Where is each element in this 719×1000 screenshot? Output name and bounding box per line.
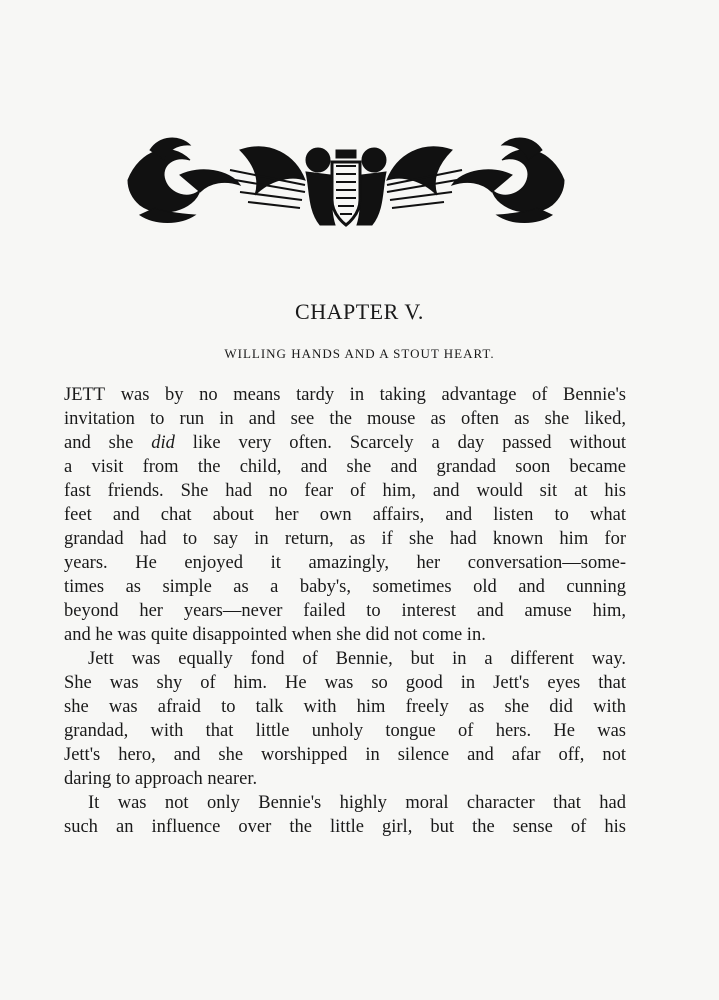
- text-line: grandad had to say in return, as if she had known him for: [64, 529, 626, 549]
- text-line: daring to approach nearer.: [64, 769, 258, 789]
- text-line: a visit from the child, and she and grandad soon became: [64, 457, 626, 477]
- text-line: It was not only Bennie's highly moral character that had: [88, 793, 626, 813]
- paragraph: [64, 383, 626, 647]
- text-line: JETT was by no means tardy in taking advantage of Bennie's: [64, 385, 626, 405]
- text-line: invitation to run in and see the mouse as often as she liked,: [64, 409, 626, 429]
- paragraph: [64, 647, 626, 791]
- text-line: beyond her years—never failed to interest and amuse him,: [64, 601, 626, 621]
- paragraph: [64, 791, 626, 839]
- decorative-headpiece-icon: [120, 130, 572, 230]
- text-line: and he was quite disappointed when she did not come in.: [64, 625, 486, 645]
- chapter-subtitle: WILLING HANDS AND A STOUT HEART.: [224, 346, 495, 361]
- text-line: grandad, with that little unholy tongue of hers. He was: [64, 721, 626, 741]
- text-line: such an influence over the little girl, but the sense of his: [64, 817, 626, 837]
- text-line: and she did like very often. Scarcely a day passed without: [64, 433, 626, 453]
- text-line: years. He enjoyed it amazingly, her conversation—some-: [64, 553, 626, 573]
- text-line: Jett's hero, and she worshipped in silence and afar off, not: [64, 745, 626, 765]
- chapter-title: CHAPTER V.: [295, 299, 424, 324]
- text-line: times as simple as a baby's, sometimes old and cunning: [64, 577, 626, 597]
- chapter-body: [64, 383, 626, 839]
- text-line: She was shy of him. He was so good in Jett's eyes that: [64, 673, 626, 693]
- text-line: Jett was equally fond of Bennie, but in a different way.: [88, 649, 626, 669]
- text-line: feet and chat about her own affairs, and listen to what: [64, 505, 626, 525]
- text-line: she was afraid to talk with him freely as she did with: [64, 697, 626, 717]
- text-line: fast friends. She had no fear of him, and would sit at his: [64, 481, 626, 501]
